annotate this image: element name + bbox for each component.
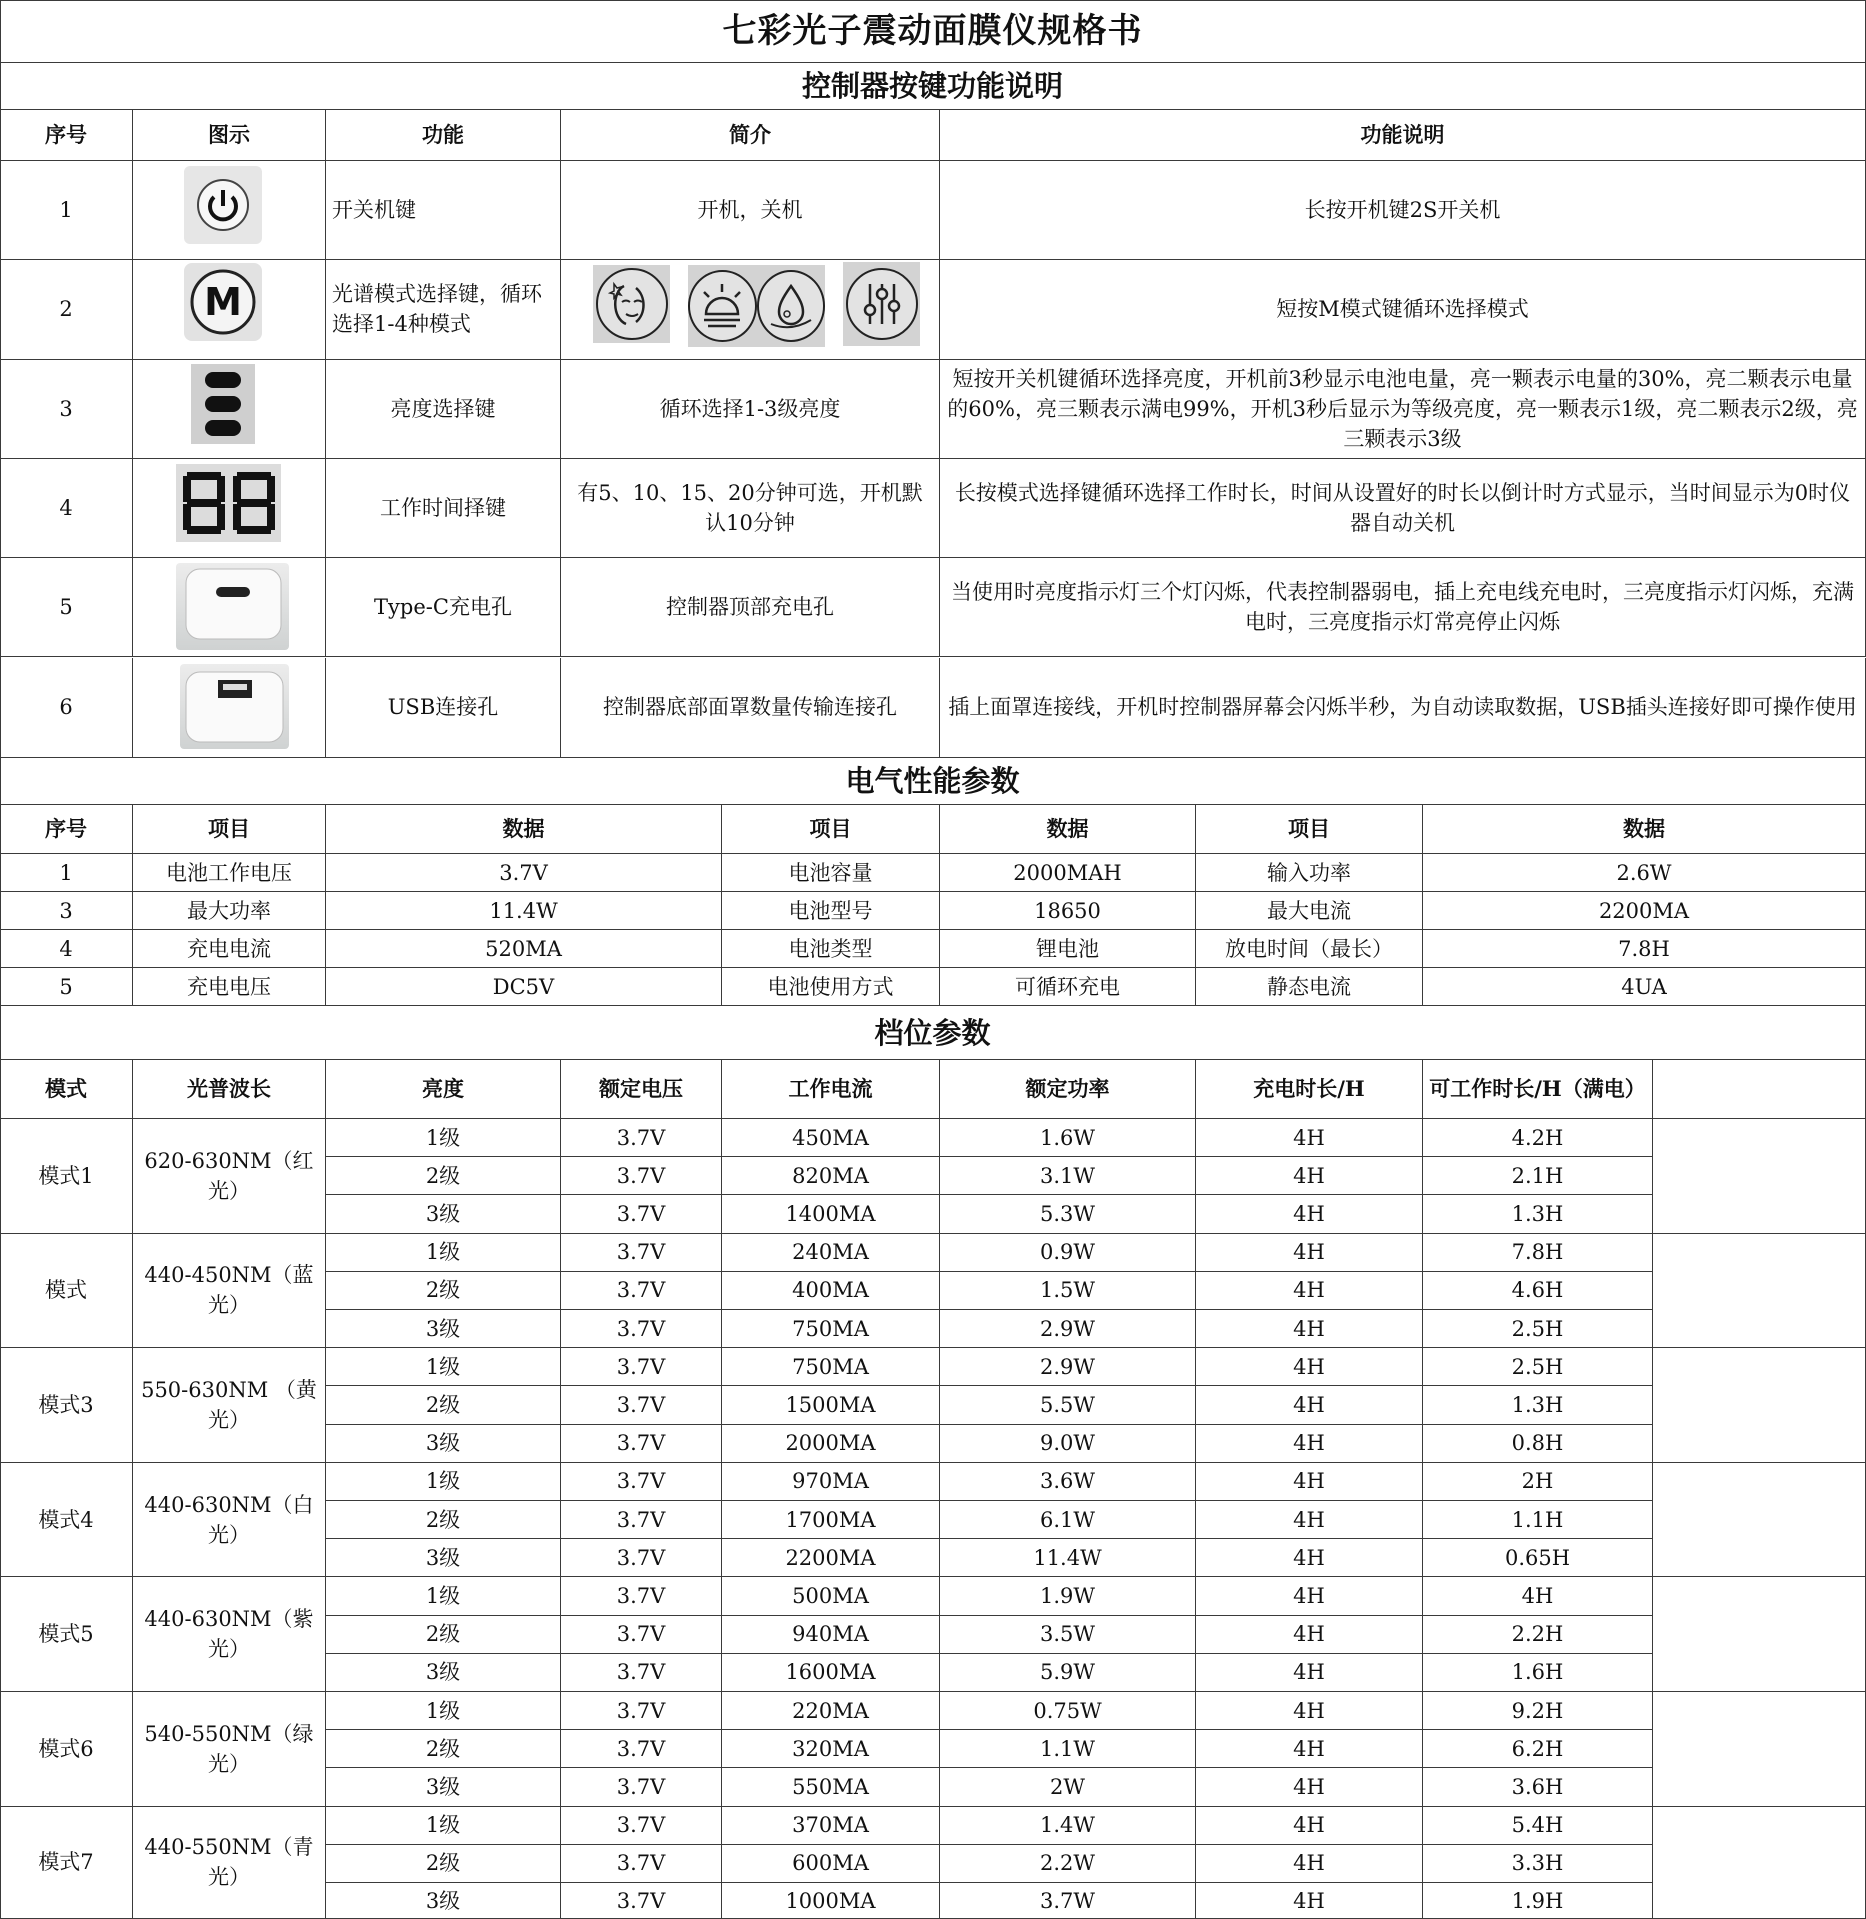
level-cell: 5.5W: [940, 1386, 1196, 1424]
level-cell: 940MA: [722, 1616, 940, 1654]
electrical-cell: 18650: [940, 892, 1196, 930]
mode-wavelength: 540-550NM（绿光）: [133, 1692, 326, 1807]
key-row-function: 亮度选择键: [326, 360, 561, 459]
level-cell: 1400MA: [722, 1195, 940, 1233]
level-cell: 1级: [326, 1234, 561, 1272]
electrical-cell: 520MA: [326, 930, 722, 968]
level-cell: 5.9W: [940, 1654, 1196, 1692]
level-cell: 0.75W: [940, 1692, 1196, 1730]
level-cell: 370MA: [722, 1807, 940, 1845]
level-cell: 220MA: [722, 1692, 940, 1730]
electrical-cell: 2200MA: [1423, 892, 1866, 930]
level-cell: 2.2H: [1423, 1616, 1653, 1654]
electrical-cell: 电池类型: [722, 930, 940, 968]
level-cell: 3.7V: [561, 1195, 722, 1233]
level-cell: 3.5W: [940, 1616, 1196, 1654]
key-row-function: 光谱模式选择键，循环选择1-4种模式: [326, 260, 561, 359]
level-cell: 2200MA: [722, 1539, 940, 1577]
level-cell: 9.2H: [1423, 1692, 1653, 1730]
level-cell: 3.7V: [561, 1692, 722, 1730]
mode-wavelength: 440-450NM（蓝光）: [133, 1234, 326, 1349]
mode-icon-tile: [843, 262, 920, 346]
electrical-cell: 1: [0, 854, 133, 892]
level-cell: 600MA: [722, 1845, 940, 1883]
electrical-cell: 输入功率: [1196, 854, 1423, 892]
electrical-header: 数据: [940, 805, 1196, 854]
level-cell: 3.7V: [561, 1310, 722, 1348]
level-cell: 4H: [1196, 1310, 1423, 1348]
levels-header: 额定电压: [561, 1060, 722, 1119]
mode-name: 模式5: [0, 1577, 133, 1692]
electrical-header: 项目: [133, 805, 326, 854]
levels-empty-column: [1653, 1463, 1866, 1578]
levels-empty-column: [1653, 1060, 1866, 1119]
key-row-number: 3: [0, 360, 133, 459]
sliders-mode-icon: [846, 268, 918, 340]
electrical-cell: 充电电压: [133, 968, 326, 1006]
level-cell: 9.0W: [940, 1425, 1196, 1463]
face-care-mode-icon: [596, 268, 668, 340]
level-cell: 3.7V: [561, 1577, 722, 1615]
level-cell: 2.2W: [940, 1845, 1196, 1883]
electrical-cell: 2.6W: [1423, 854, 1866, 892]
level-cell: 2.9W: [940, 1310, 1196, 1348]
key-row-number: 4: [0, 459, 133, 558]
level-cell: 3.7V: [561, 1157, 722, 1195]
levels-empty-column: [1653, 1234, 1866, 1349]
level-cell: 0.65H: [1423, 1539, 1653, 1577]
level-cell: 1700MA: [722, 1501, 940, 1539]
sun-mode-icon: [688, 270, 757, 342]
level-cell: 3.3H: [1423, 1845, 1653, 1883]
key-row-number: 5: [0, 558, 133, 657]
level-cell: 2000MA: [722, 1425, 940, 1463]
key-row-brief: 有5、10、15、20分钟可选，开机默认10分钟: [561, 459, 940, 558]
levels-header: 额定功率: [940, 1060, 1196, 1119]
levels-empty-column: [1653, 1807, 1866, 1919]
level-cell: 820MA: [722, 1157, 940, 1195]
level-cell: 750MA: [722, 1348, 940, 1386]
levels-header: 亮度: [326, 1060, 561, 1119]
level-cell: 240MA: [722, 1234, 940, 1272]
level-cell: 6.1W: [940, 1501, 1196, 1539]
key-table-header: 简介: [561, 110, 940, 161]
level-cell: 3.7W: [940, 1883, 1196, 1919]
mode-name: 模式4: [0, 1463, 133, 1578]
level-cell: 2.1H: [1423, 1157, 1653, 1195]
key-row-function: USB连接孔: [326, 658, 561, 759]
level-cell: 3级: [326, 1310, 561, 1348]
section-title-keys: 控制器按键功能说明: [0, 63, 1866, 110]
level-cell: 4H: [1196, 1234, 1423, 1272]
electrical-cell: 4UA: [1423, 968, 1866, 1006]
level-cell: 2.5H: [1423, 1348, 1653, 1386]
level-cell: 2级: [326, 1272, 561, 1310]
section-title-levels: 档位参数: [0, 1006, 1866, 1060]
key-table-header: 序号: [0, 110, 133, 161]
seven-segment-display-icon: [176, 464, 281, 542]
level-cell: 1级: [326, 1119, 561, 1157]
level-cell: 4H: [1196, 1119, 1423, 1157]
mode-wavelength: 440-550NM（青光）: [133, 1807, 326, 1919]
level-cell: 5.3W: [940, 1195, 1196, 1233]
water-drop-mode-icon: [757, 270, 826, 342]
level-cell: 7.8H: [1423, 1234, 1653, 1272]
level-cell: 1级: [326, 1692, 561, 1730]
key-row-description: 短按开关机键循环选择亮度，开机前3秒显示电池电量，亮一颗表示电量的30%，亮二颗表示电量的60%，亮三颗表示满电99%，开机3秒后显示为等级亮度，亮一颗表示1级，亮二颗表示2级，亮三颗表示3级: [940, 360, 1866, 459]
power-button-icon: [184, 166, 262, 244]
level-cell: 4H: [1196, 1730, 1423, 1768]
level-cell: 4.2H: [1423, 1119, 1653, 1157]
level-cell: 3级: [326, 1883, 561, 1919]
level-cell: 3.7V: [561, 1119, 722, 1157]
levels-empty-column: [1653, 1348, 1866, 1463]
level-cell: 1级: [326, 1348, 561, 1386]
level-cell: 2W: [940, 1768, 1196, 1806]
level-cell: 3.7V: [561, 1348, 722, 1386]
level-cell: 4H: [1196, 1539, 1423, 1577]
level-cell: 0.9W: [940, 1234, 1196, 1272]
level-cell: 1.1W: [940, 1730, 1196, 1768]
electrical-cell: 11.4W: [326, 892, 722, 930]
levels-header: 可工作时长/H（满电）: [1423, 1060, 1653, 1119]
level-cell: 3.7V: [561, 1883, 722, 1919]
mode-wavelength: 440-630NM（紫光）: [133, 1577, 326, 1692]
electrical-cell: 最大功率: [133, 892, 326, 930]
level-cell: 4H: [1196, 1272, 1423, 1310]
level-cell: 1级: [326, 1463, 561, 1501]
mode-name: 模式3: [0, 1348, 133, 1463]
level-cell: 4H: [1196, 1654, 1423, 1692]
electrical-cell: 3: [0, 892, 133, 930]
electrical-cell: 5: [0, 968, 133, 1006]
electrical-cell: 可循环充电: [940, 968, 1196, 1006]
level-cell: 4H: [1423, 1577, 1653, 1615]
level-cell: 500MA: [722, 1577, 940, 1615]
level-cell: 3.7V: [561, 1234, 722, 1272]
electrical-cell: 7.8H: [1423, 930, 1866, 968]
level-cell: 2级: [326, 1730, 561, 1768]
levels-header: 工作电流: [722, 1060, 940, 1119]
level-cell: 4.6H: [1423, 1272, 1653, 1310]
level-cell: 4H: [1196, 1577, 1423, 1615]
key-row-function: Type-C充电孔: [326, 558, 561, 657]
level-cell: 1500MA: [722, 1386, 940, 1424]
electrical-cell: 锂电池: [940, 930, 1196, 968]
electrical-cell: 电池型号: [722, 892, 940, 930]
level-cell: 5.4H: [1423, 1807, 1653, 1845]
electrical-cell: 静态电流: [1196, 968, 1423, 1006]
level-cell: 3级: [326, 1425, 561, 1463]
level-cell: 3.7V: [561, 1730, 722, 1768]
levels-header: 光普波长: [133, 1060, 326, 1119]
level-cell: 4H: [1196, 1616, 1423, 1654]
key-row-description: 插上面罩连接线，开机时控制器屏幕会闪烁半秒，为自动读取数据，USB插头连接好即可操作使用: [940, 658, 1866, 759]
mode-icon-tile: [593, 265, 670, 343]
electrical-cell: 最大电流: [1196, 892, 1423, 930]
level-cell: 1.6W: [940, 1119, 1196, 1157]
level-cell: 2.5H: [1423, 1310, 1653, 1348]
level-cell: 320MA: [722, 1730, 940, 1768]
level-cell: 1.4W: [940, 1807, 1196, 1845]
level-cell: 4H: [1196, 1768, 1423, 1806]
electrical-cell: 2000MAH: [940, 854, 1196, 892]
electrical-cell: 放电时间（最长）: [1196, 930, 1423, 968]
electrical-cell: 4: [0, 930, 133, 968]
level-cell: 1级: [326, 1807, 561, 1845]
key-row-brief: 控制器底部面罩数量传输连接孔: [561, 658, 940, 759]
level-cell: 2级: [326, 1501, 561, 1539]
level-cell: 400MA: [722, 1272, 940, 1310]
levels-empty-column: [1653, 1577, 1866, 1692]
key-row-brief: 循环选择1-3级亮度: [561, 360, 940, 459]
level-cell: 2级: [326, 1845, 561, 1883]
level-cell: 3.7V: [561, 1845, 722, 1883]
level-cell: 4H: [1196, 1463, 1423, 1501]
key-row-brief: 开机，关机: [561, 161, 940, 260]
key-table-header: 图示: [133, 110, 326, 161]
level-cell: 11.4W: [940, 1539, 1196, 1577]
level-cell: 1.5W: [940, 1272, 1196, 1310]
level-cell: 4H: [1196, 1386, 1423, 1424]
level-cell: 4H: [1196, 1157, 1423, 1195]
key-row-number: 2: [0, 260, 133, 359]
level-cell: 1.9H: [1423, 1883, 1653, 1919]
level-cell: 1000MA: [722, 1883, 940, 1919]
key-row-description: 长按模式选择键循环选择工作时长，时间从设置好的时长以倒计时方式显示，当时间显示为0时仪器自动关机: [940, 459, 1866, 558]
level-cell: 3级: [326, 1654, 561, 1692]
key-row-function: 工作时间择键: [326, 459, 561, 558]
levels-header: 充电时长/H: [1196, 1060, 1423, 1119]
level-cell: 4H: [1196, 1348, 1423, 1386]
electrical-cell: 电池容量: [722, 854, 940, 892]
key-row-brief: 控制器顶部充电孔: [561, 558, 940, 657]
levels-header: 模式: [0, 1060, 133, 1119]
level-cell: 3.7V: [561, 1425, 722, 1463]
level-cell: 3.7V: [561, 1272, 722, 1310]
level-cell: 3.7V: [561, 1501, 722, 1539]
mode-wavelength: 550-630NM （黄光）: [133, 1348, 326, 1463]
level-cell: 4H: [1196, 1425, 1423, 1463]
mode-m-button-icon: [184, 263, 262, 341]
level-cell: 450MA: [722, 1119, 940, 1157]
level-cell: 4H: [1196, 1501, 1423, 1539]
mode-name: 模式: [0, 1234, 133, 1349]
level-cell: 3级: [326, 1195, 561, 1233]
key-row-description: 短按M模式键循环选择模式: [940, 260, 1866, 359]
key-row-number: 1: [0, 161, 133, 260]
level-cell: 3.7V: [561, 1654, 722, 1692]
mode-name: 模式1: [0, 1119, 133, 1234]
level-cell: 6.2H: [1423, 1730, 1653, 1768]
level-cell: 3级: [326, 1539, 561, 1577]
level-cell: 3级: [326, 1768, 561, 1806]
electrical-header: 数据: [1423, 805, 1866, 854]
electrical-header: 项目: [1196, 805, 1423, 854]
level-cell: 3.7V: [561, 1768, 722, 1806]
mode-icon-tile: [688, 265, 825, 347]
key-row-description: 长按开机键2S开关机: [940, 161, 1866, 260]
level-cell: 4H: [1196, 1692, 1423, 1730]
levels-empty-column: [1653, 1119, 1866, 1234]
level-cell: 4H: [1196, 1195, 1423, 1233]
level-cell: 2级: [326, 1157, 561, 1195]
electrical-header: 项目: [722, 805, 940, 854]
level-cell: 3.7V: [561, 1616, 722, 1654]
document-title: 七彩光子震动面膜仪规格书: [0, 0, 1866, 63]
level-cell: 2H: [1423, 1463, 1653, 1501]
electrical-cell: DC5V: [326, 968, 722, 1006]
usb-port-photo: [180, 664, 289, 749]
level-cell: 2.9W: [940, 1348, 1196, 1386]
electrical-cell: 3.7V: [326, 854, 722, 892]
key-row-number: 6: [0, 658, 133, 759]
levels-empty-column: [1653, 1692, 1866, 1807]
type-c-port-photo: [176, 563, 289, 650]
level-cell: 4H: [1196, 1883, 1423, 1919]
level-cell: 3.6H: [1423, 1768, 1653, 1806]
level-cell: 3.6W: [940, 1463, 1196, 1501]
electrical-cell: 电池使用方式: [722, 968, 940, 1006]
level-cell: 750MA: [722, 1310, 940, 1348]
level-cell: 1600MA: [722, 1654, 940, 1692]
level-cell: 1.6H: [1423, 1654, 1653, 1692]
brightness-indicator-icon: [191, 364, 255, 444]
level-cell: 2级: [326, 1386, 561, 1424]
key-row-description: 当使用时亮度指示灯三个灯闪烁，代表控制器弱电，插上充电线充电时，三亮度指示灯闪烁，充满电时，三亮度指示灯常亮停止闪烁: [940, 558, 1866, 657]
level-cell: 3.7V: [561, 1539, 722, 1577]
mode-wavelength: 620-630NM（红光）: [133, 1119, 326, 1234]
level-cell: 2级: [326, 1616, 561, 1654]
level-cell: 1.3H: [1423, 1195, 1653, 1233]
level-cell: 3.7V: [561, 1807, 722, 1845]
level-cell: 3.1W: [940, 1157, 1196, 1195]
level-cell: 3.7V: [561, 1463, 722, 1501]
level-cell: 550MA: [722, 1768, 940, 1806]
svg-text:M: M: [204, 280, 242, 324]
level-cell: 1级: [326, 1577, 561, 1615]
level-cell: 0.8H: [1423, 1425, 1653, 1463]
level-cell: 1.9W: [940, 1577, 1196, 1615]
section-title-electrical: 电气性能参数: [0, 758, 1866, 805]
key-row-function: 开关机键: [326, 161, 561, 260]
electrical-cell: 电池工作电压: [133, 854, 326, 892]
key-table-header: 功能说明: [940, 110, 1866, 161]
level-cell: 4H: [1196, 1845, 1423, 1883]
level-cell: 1.3H: [1423, 1386, 1653, 1424]
electrical-cell: 充电电流: [133, 930, 326, 968]
electrical-header: 序号: [0, 805, 133, 854]
level-cell: 1.1H: [1423, 1501, 1653, 1539]
electrical-header: 数据: [326, 805, 722, 854]
mode-name: 模式7: [0, 1807, 133, 1919]
mode-name: 模式6: [0, 1692, 133, 1807]
level-cell: 3.7V: [561, 1386, 722, 1424]
level-cell: 970MA: [722, 1463, 940, 1501]
key-table-header: 功能: [326, 110, 561, 161]
mode-wavelength: 440-630NM（白光）: [133, 1463, 326, 1578]
level-cell: 4H: [1196, 1807, 1423, 1845]
